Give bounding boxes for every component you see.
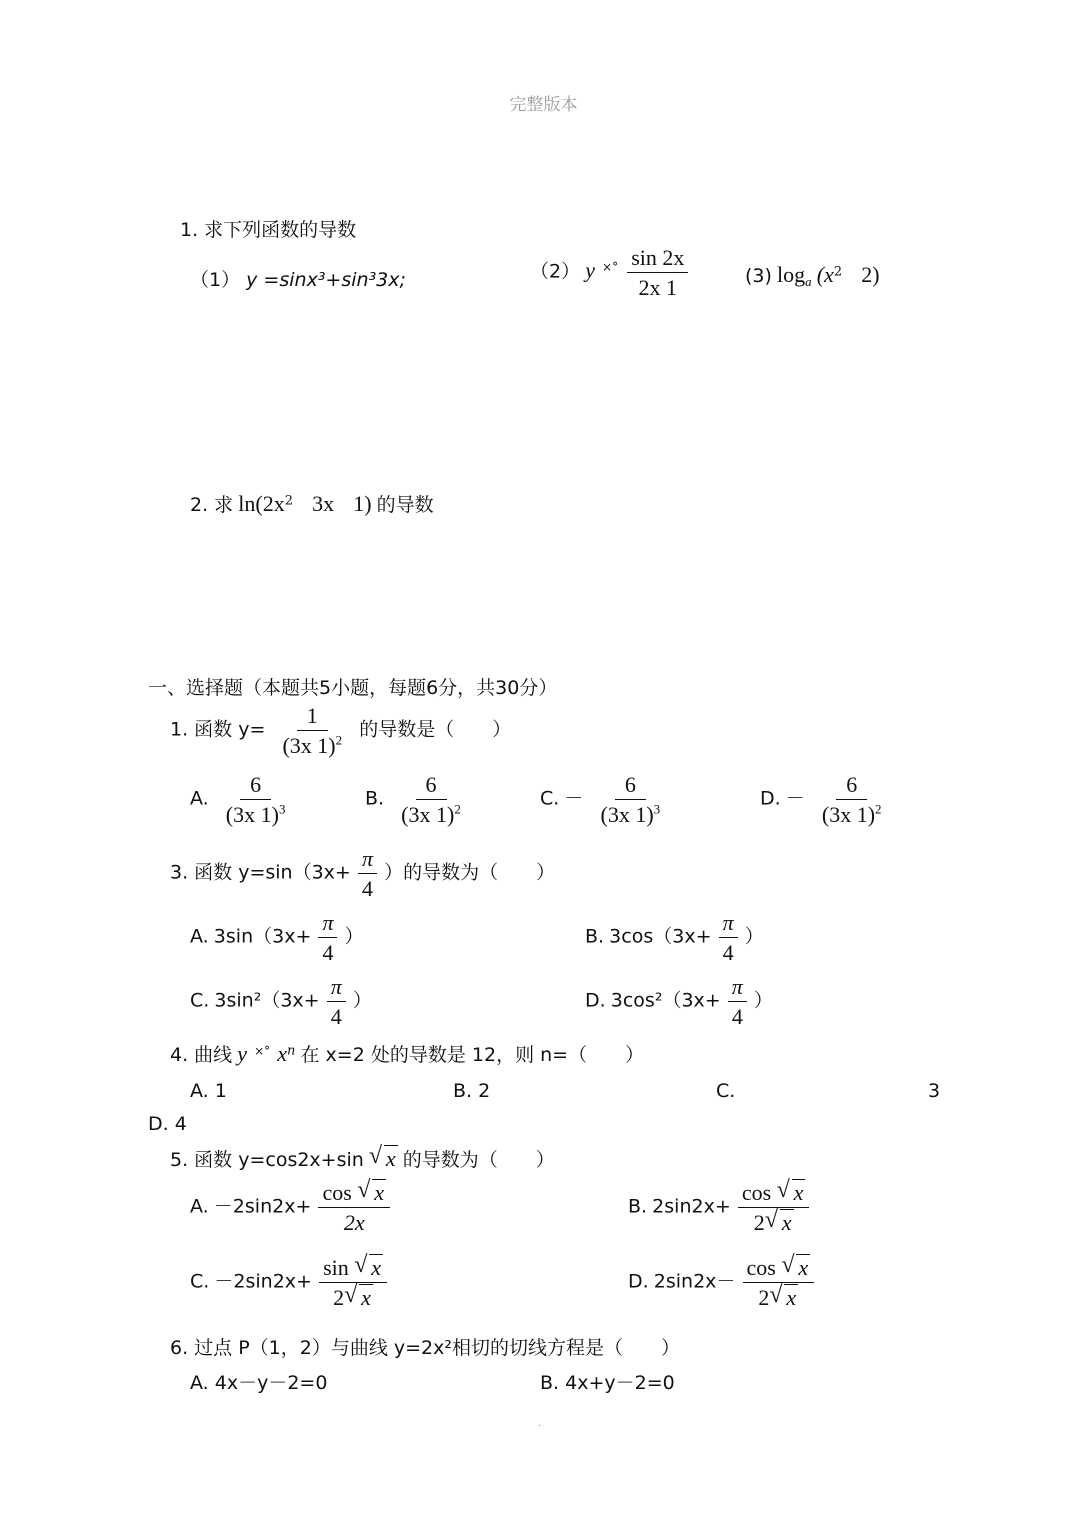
pi: π (358, 846, 377, 874)
opt-fraction (812, 772, 892, 828)
opt-num: 6 (416, 772, 447, 800)
opt-fraction (743, 1255, 815, 1311)
mc-q1-num: 1 (297, 703, 328, 731)
opt-pre: 3sin（3x+ (213, 925, 312, 948)
q1-2 (530, 245, 690, 301)
sqrt-x (781, 1255, 810, 1280)
mc-q1-stem-post: 的导数是（ ） (359, 718, 512, 741)
q2-exp: 2 (284, 493, 293, 509)
q2-prefix: 2. 求 (190, 494, 234, 516)
pi-over-4 (327, 974, 346, 1030)
mc-q4-opt-a[interactable]: A. 1 (190, 1080, 227, 1102)
opt-exp: 3 (653, 801, 661, 817)
radicand: x (374, 1180, 385, 1205)
opt-pre: 3cos²（3x+ (610, 989, 721, 1012)
mc-q1-stem-pre: 1. 函数 y= (170, 718, 266, 741)
mc-q1-opt-a[interactable] (190, 772, 297, 828)
mc-q5-opt-c[interactable] (190, 1255, 389, 1311)
fn: cos (322, 1180, 352, 1205)
mc-q3-stem-post: ）的导数为（ ） (384, 861, 556, 884)
radicand: x (361, 1285, 371, 1311)
mc-q4-opt-b[interactable]: B. 2 (453, 1080, 491, 1102)
four: 4 (731, 1004, 743, 1030)
q1-1 (190, 265, 406, 292)
mc-q3-opt-a[interactable] (190, 910, 364, 966)
opt-sign: － (785, 787, 805, 810)
opt-post: ） (344, 925, 364, 948)
q1-3 (745, 262, 880, 290)
opt-pre: －2sin2x+ (214, 1270, 312, 1293)
q2-suffix: 的导数 (376, 494, 434, 516)
fn: sin (323, 1255, 349, 1280)
pi: π (728, 974, 747, 1002)
radicand: x (786, 1285, 797, 1311)
mc-q6-opt-b[interactable]: B. 4x+y－2=0 (540, 1372, 675, 1394)
q1-2-num: sin 2x (627, 245, 688, 273)
opt-label: D. (585, 989, 606, 1012)
opt-exp: 2 (454, 801, 461, 817)
q1-2-label: （2） (530, 260, 581, 283)
q1-1-expr: y =sinx³+sin³3x; (246, 269, 406, 291)
sqrt-x (354, 1255, 383, 1280)
mc-q4-stem-pre: 4. 曲线 (170, 1044, 233, 1066)
opt-post: ） (744, 925, 764, 948)
page-header: 完整版本 (509, 95, 578, 115)
sqrt-x (777, 1180, 806, 1205)
sqrt-x (769, 1285, 798, 1310)
mc-q6-opt-a[interactable]: A. 4x－y－2=0 (190, 1372, 328, 1394)
pi: π (318, 910, 337, 938)
mc-q5-opt-b[interactable] (628, 1180, 811, 1236)
opt-den: 2 (758, 1285, 770, 1311)
opt-num: 6 (836, 772, 867, 800)
opt-exp: 3 (278, 801, 286, 817)
opt-label: A. (190, 1195, 209, 1218)
opt-fraction (391, 772, 471, 828)
opt-pre: 2sin2x－ (653, 1270, 736, 1293)
mc-q5-stem-post: 的导数为（ ） (402, 1149, 555, 1171)
fn: cos (746, 1255, 776, 1280)
opt-label: B. (628, 1195, 648, 1218)
mc-q1-opt-d[interactable] (760, 772, 894, 828)
sqrt-x (369, 1146, 398, 1172)
opt-label: C. (190, 1270, 210, 1293)
q1-3-tail: 2) (861, 262, 880, 287)
q1-2-lhs: y (585, 257, 595, 283)
opt-label: B. (585, 925, 605, 948)
q4-x: x (277, 1041, 288, 1066)
q1-3-label: (3) (745, 265, 772, 287)
four: 4 (361, 876, 373, 902)
opt-label: B. (365, 787, 385, 810)
radicand: x (793, 1180, 804, 1205)
opt-label: D. (760, 787, 781, 810)
q1-3-exp: 2 (833, 264, 843, 280)
opt-post: ） (352, 989, 372, 1012)
opt-den: 2 (333, 1285, 345, 1311)
mc-q4-stem (170, 1040, 644, 1067)
opt-fraction (216, 772, 296, 828)
fn: cos (741, 1180, 772, 1205)
q2-tail: 1) (353, 491, 372, 516)
opt-label: D. (628, 1270, 649, 1293)
q1-3-log: log (777, 262, 806, 287)
four: 4 (322, 940, 334, 966)
four: 4 (330, 1004, 342, 1030)
mc-q4-opt-c-value: 3 (928, 1080, 941, 1102)
mc-q4-stem-post: 在 x=2 处的导数是 12，则 n=（ ） (300, 1044, 645, 1066)
mc-q5-stem (170, 1145, 555, 1172)
q2 (190, 490, 434, 517)
q4-n: n (287, 1043, 296, 1059)
mc-q5-opt-d[interactable] (628, 1255, 816, 1311)
section-title: 一、选择题（本题共5小题，每题6分，共30分） (148, 677, 558, 699)
sqrt-x (765, 1210, 794, 1235)
q4-y: y (237, 1041, 248, 1066)
mc-q1-stem (170, 703, 511, 759)
q1-2-fraction (627, 245, 688, 301)
mc-q6-stem: 6. 过点 P（1，2）与曲线 y=2x²相切的切线方程是（ ） (170, 1337, 680, 1359)
mc-q1-opt-c[interactable] (540, 772, 672, 828)
opt-exp: 2 (875, 801, 882, 817)
q1-3-base: a (805, 274, 812, 290)
mc-q3-opt-b[interactable] (585, 910, 764, 966)
opt-den: (3x 1) (225, 802, 279, 828)
opt-den: 2x (343, 1210, 365, 1236)
mc-q1-den: (3x 1) (282, 733, 336, 759)
mc-q3-opt-d[interactable] (585, 974, 773, 1030)
opt-label: C. (190, 989, 210, 1012)
mc-q3-opt-c[interactable] (190, 974, 372, 1030)
opt-num: 6 (615, 772, 646, 800)
opt-pre: －2sin2x+ (213, 1195, 312, 1218)
footer-dot: . (538, 1418, 542, 1429)
opt-den: (3x 1) (821, 802, 876, 828)
mc-q5-opt-a[interactable] (190, 1180, 392, 1236)
opt-fraction (318, 1180, 390, 1236)
opt-pre: 3cos（3x+ (609, 925, 712, 948)
equals-glyph: ×° (602, 259, 619, 274)
pi-over-4 (318, 910, 337, 966)
radicand: x (781, 1210, 792, 1236)
opt-den: 2 (753, 1210, 765, 1236)
opt-post: ） (753, 989, 773, 1012)
pi: π (719, 910, 738, 938)
radicand: x (798, 1255, 809, 1280)
mc-q5-stem-pre: 5. 函数 y=cos2x+sin (170, 1149, 364, 1171)
opt-sign: － (564, 787, 584, 810)
opt-pre: 2sin2x+ (652, 1195, 731, 1218)
mc-q1-opt-b[interactable] (365, 772, 473, 828)
opt-label: A. (190, 787, 209, 810)
mc-q3-stem-pre: 3. 函数 y=sin（3x+ (170, 861, 351, 884)
opt-label: A. (190, 925, 209, 948)
mc-q1-den-exp: 2 (335, 732, 343, 748)
opt-den: (3x 1) (600, 802, 654, 828)
q1-1-label: （1） (190, 269, 241, 291)
pi-over-4 (358, 846, 377, 902)
mc-q4-opt-c[interactable]: C. (716, 1080, 736, 1102)
opt-pre: 3sin²（3x+ (214, 989, 320, 1012)
mc-q4-opt-d[interactable]: D. 4 (148, 1113, 187, 1135)
q1-3-arg: (x (816, 262, 834, 287)
mc-q3-stem (170, 846, 555, 902)
four: 4 (722, 940, 734, 966)
radicand: x (385, 1146, 396, 1171)
radicand: x (371, 1255, 382, 1280)
pi: π (327, 974, 346, 1002)
opt-num: 6 (240, 772, 271, 800)
mc-q1-fraction (272, 703, 352, 759)
q2-mid: 3x (312, 491, 335, 516)
opt-label: C. (540, 787, 560, 810)
sqrt-x (344, 1285, 373, 1310)
sqrt-x (357, 1180, 386, 1205)
q1-title: 1. 求下列函数的导数 (180, 219, 357, 241)
q1-2-den: 2x 1 (638, 275, 678, 301)
equals-glyph: ×° (254, 1043, 271, 1058)
opt-fraction (738, 1180, 810, 1236)
pi-over-4 (719, 910, 738, 966)
opt-fraction (319, 1255, 387, 1311)
pi-over-4 (728, 974, 747, 1030)
q2-expr: ln(2x (238, 491, 285, 516)
opt-fraction (591, 772, 671, 828)
opt-den: (3x 1) (401, 802, 455, 828)
